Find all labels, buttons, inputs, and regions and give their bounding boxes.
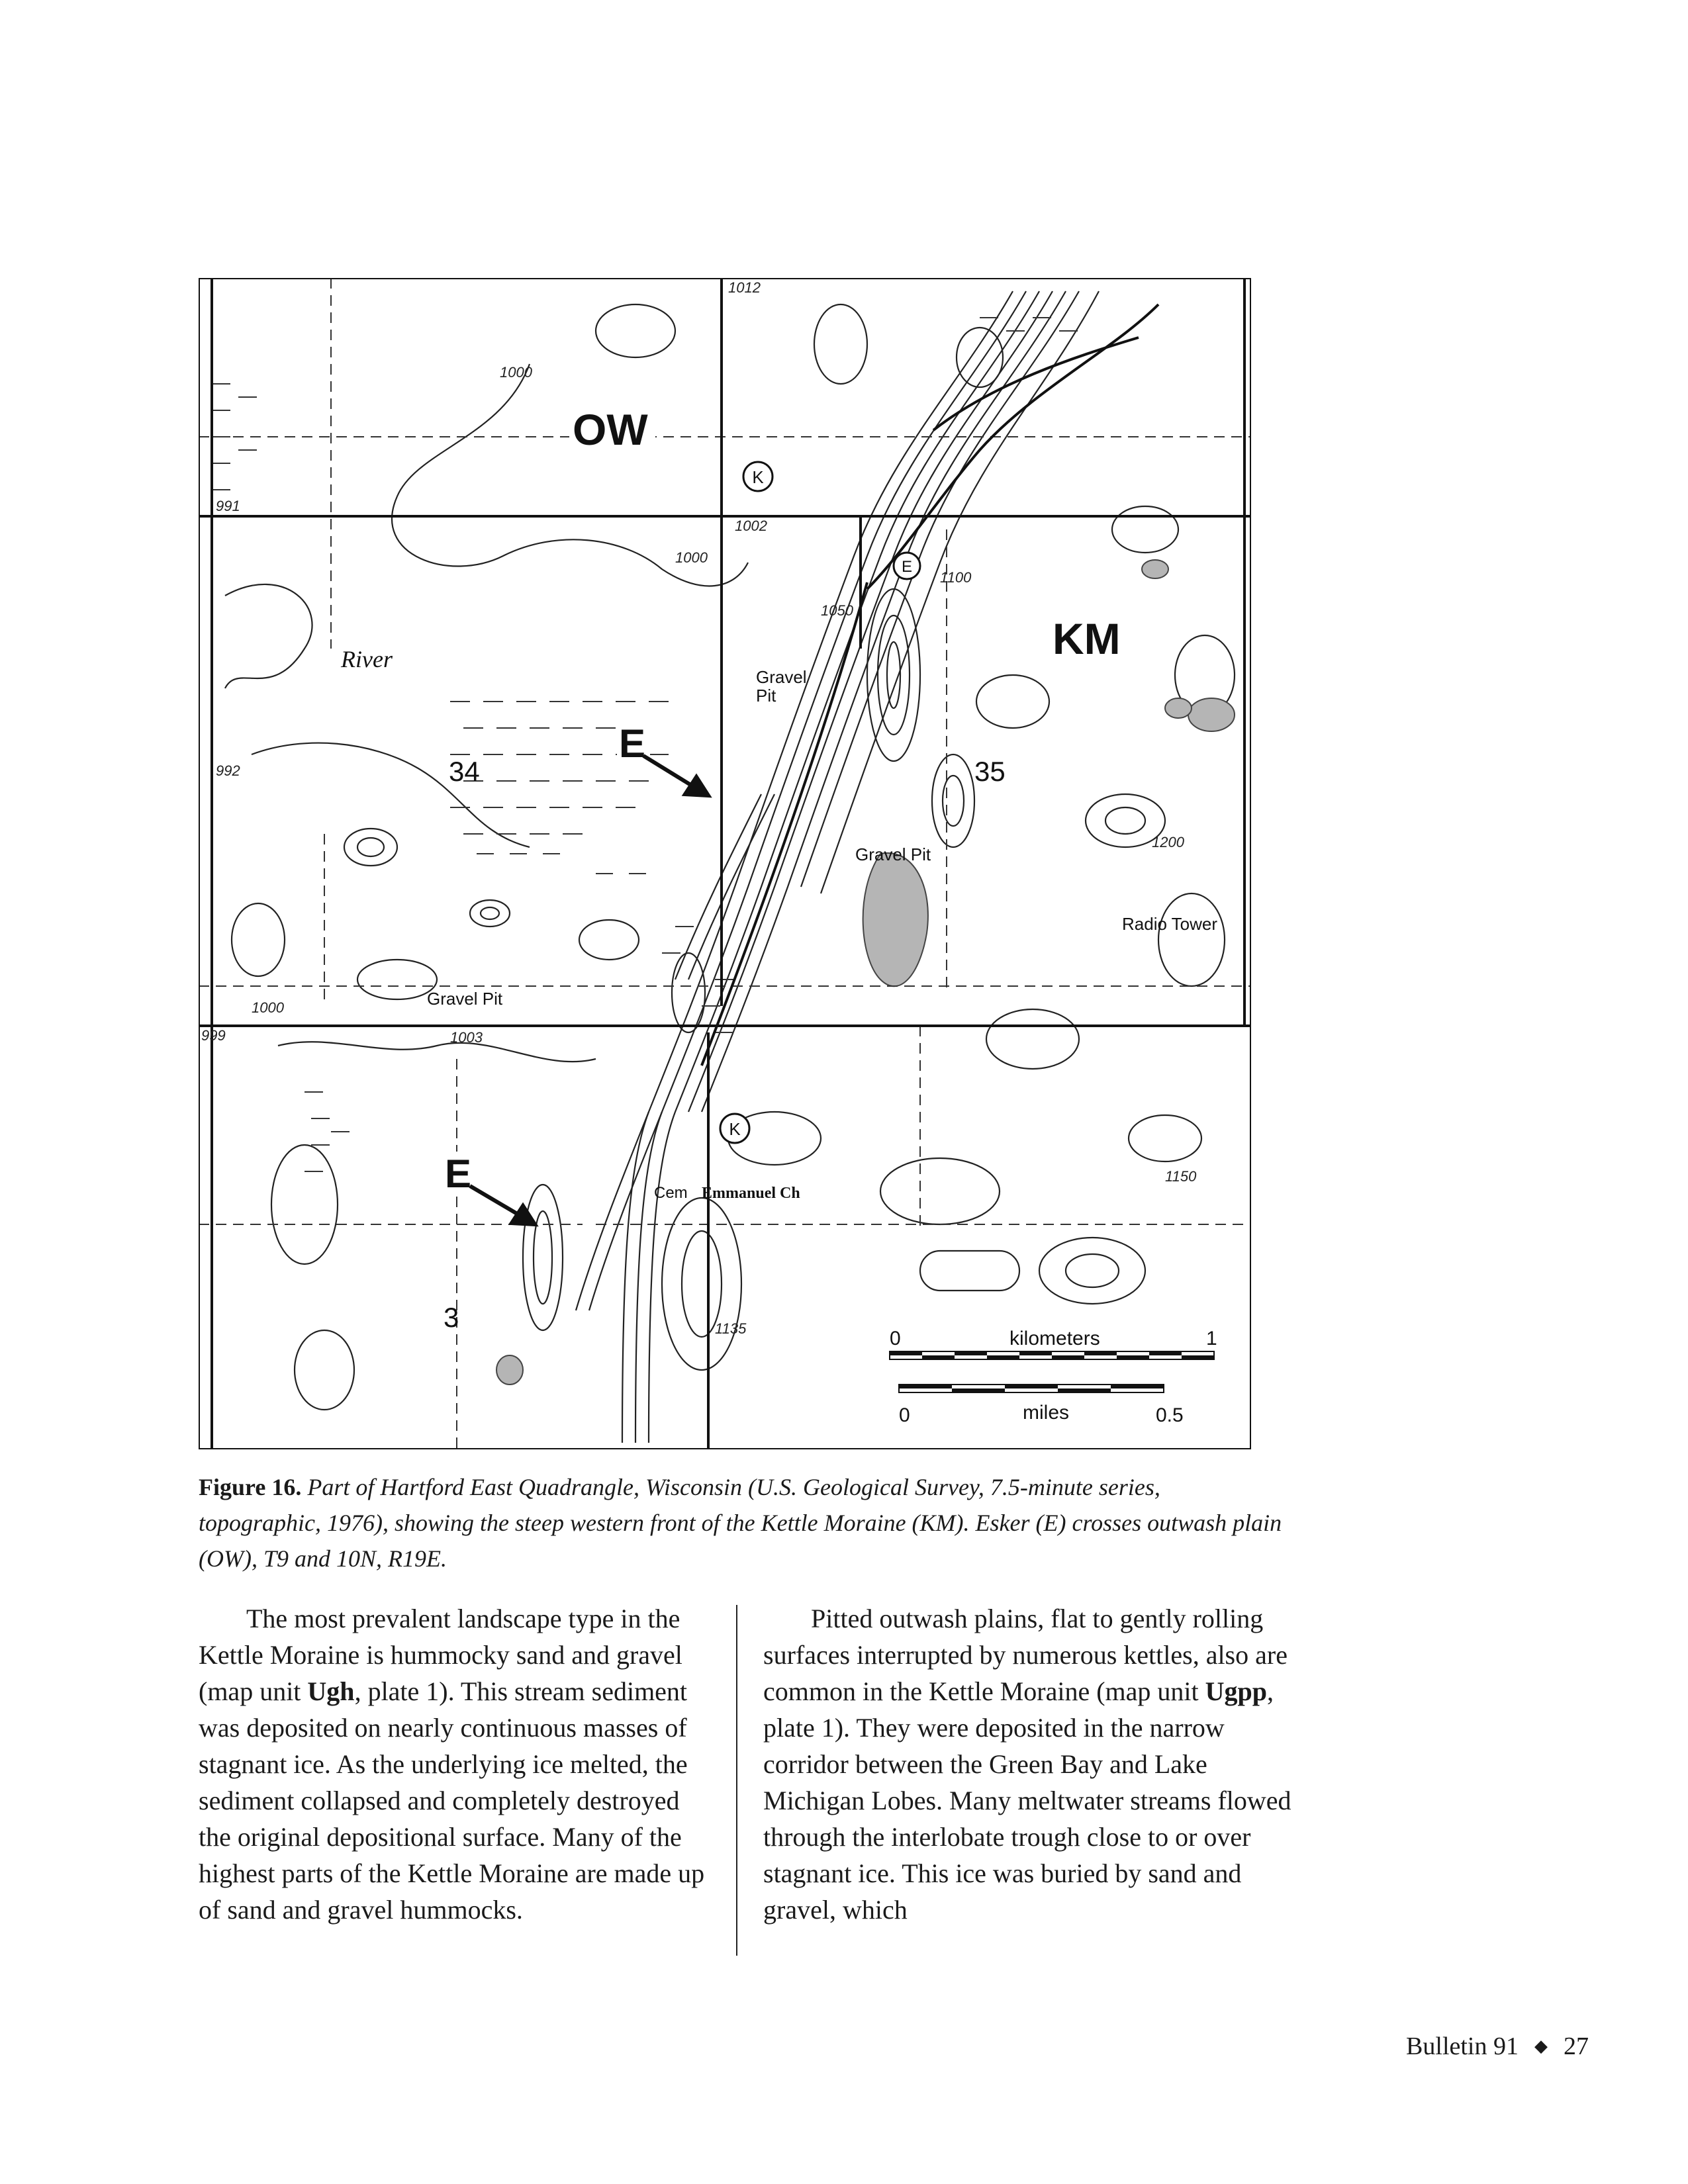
gravel-pit-label-mid: Gravel Pit — [855, 844, 931, 864]
svg-text:K: K — [752, 467, 764, 487]
river-label: River — [341, 646, 393, 672]
map-unit-ugpp: Ugpp — [1205, 1676, 1268, 1706]
elevation-999: 999 — [201, 1027, 226, 1044]
road-shield-k-upper — [743, 462, 773, 491]
road-shield-k-lower — [720, 1114, 749, 1143]
scale-km-label: kilometers — [1009, 1328, 1100, 1349]
road-shield-e — [894, 553, 920, 579]
svg-text:K: K — [729, 1119, 741, 1139]
elevation-1100: 1100 — [940, 569, 972, 586]
outwash-plain-label: OW — [573, 405, 648, 454]
elevation-1135: 1135 — [715, 1320, 747, 1337]
section-number-35: 35 — [974, 756, 1006, 787]
elevation-1050: 1050 — [821, 602, 853, 619]
esker-label-lower: E — [445, 1152, 472, 1196]
elevation-1200: 1200 — [1152, 834, 1184, 850]
elevation-1003: 1003 — [450, 1029, 483, 1046]
elevation-1002: 1002 — [735, 518, 767, 534]
gravel-pit-label-center: Gravel — [756, 667, 807, 687]
scale-mi-label: miles — [1023, 1402, 1070, 1424]
figure-caption-text: Part of Hartford East Quadrangle, Wisconsin (U.S. Geological Survey, 7.5-minute series, topographic, 1976), showing the steep western front of the Kettle Moraine (KM). Esker (E) crosses outwash plain (OW), T9 and 10N, R19E. — [199, 1474, 1282, 1572]
elevation-1000-a: 1000 — [500, 364, 532, 381]
footer-separator: ◆ — [1534, 2036, 1548, 2056]
scale-bar — [880, 1318, 1238, 1444]
church-label: Emmanuel Ch — [702, 1185, 800, 1202]
elevation-1000-b: 1000 — [675, 549, 708, 566]
page-number: 27 — [1564, 2032, 1589, 2060]
elevation-992: 992 — [216, 762, 240, 779]
kettle-moraine-label: KM — [1053, 614, 1121, 663]
body-column-right — [763, 1600, 1293, 1928]
cemetery-label: Cem — [654, 1184, 688, 1202]
paragraph-hummocky: The most prevalent landscape type in the Kettle Moraine is hummocky sand and gravel (map unit Ugh, plate 1). This stream sediment was deposited on nearly continuous masses of stagnant ice. As the underlying ice melted, the sediment collapsed and completely destroyed the original depositional surface. Many of the highest parts of the Kettle Moraine are made up of sand and gravel hummocks. — [199, 1604, 705, 1925]
figure-caption — [199, 1469, 1284, 1576]
topographic-map-figure — [199, 278, 1251, 1449]
paragraph-pitted-outwash: Pitted outwash plains, flat to gently rolling surfaces interrupted by numerous kettles, also are common in the Kettle Moraine (map unit Ugpp, plate 1). They were deposited in the narrow corridor between the Green Bay and Lake Michigan Lobes. Many meltwater streams flowed through the interlobate trough close to or over stagnant ice. This ice was buried by sand and gravel, which — [763, 1604, 1291, 1925]
column-divider — [736, 1605, 737, 1956]
elevation-1150: 1150 — [1165, 1168, 1197, 1185]
topographic-map — [199, 278, 1251, 1449]
bulletin-series: Bulletin 91 — [1406, 2032, 1519, 2060]
scale-mi-start: 0 — [899, 1404, 910, 1426]
page-footer — [1324, 2026, 1589, 2066]
elevation-1000-c: 1000 — [252, 999, 284, 1016]
section-number-3: 3 — [444, 1302, 459, 1333]
body-column-left — [199, 1600, 708, 1928]
elevation-1012: 1012 — [728, 279, 761, 296]
scale-km-start: 0 — [890, 1328, 901, 1349]
elevation-991: 991 — [216, 498, 240, 514]
figure-number: Figure 16. — [199, 1474, 302, 1500]
section-number-34: 34 — [449, 756, 480, 787]
esker-label-upper: E — [619, 721, 646, 766]
svg-text:E: E — [901, 558, 913, 576]
gravel-pit-label-left: Gravel Pit — [427, 989, 503, 1009]
map-unit-ugh: Ugh — [307, 1676, 355, 1706]
gravel-pit-label-center-2: Pit — [756, 686, 776, 705]
radio-tower-label: Radio Tower — [1122, 914, 1218, 934]
scale-km-end: 1 — [1206, 1328, 1217, 1349]
scale-mi-end: 0.5 — [1156, 1404, 1184, 1426]
